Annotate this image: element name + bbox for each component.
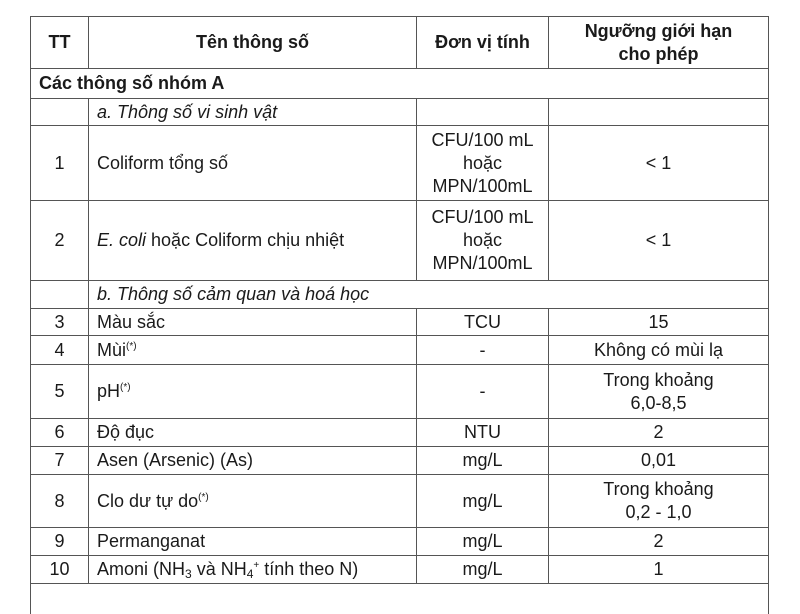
table-cell: 4 — [31, 336, 89, 365]
table-cell: pH — [97, 381, 121, 401]
table-cell: Màu sắc — [89, 309, 417, 336]
table-cell: hoặc — [462, 152, 503, 173]
table-cell — [417, 201, 549, 281]
table-cell — [31, 281, 89, 309]
table-cell: 9 — [31, 528, 89, 556]
table-cell: - — [417, 365, 549, 419]
table-row — [31, 201, 769, 281]
table-cell: 6 — [31, 419, 89, 447]
table-row — [31, 365, 769, 419]
table-cell — [89, 556, 417, 584]
table-cell — [417, 126, 549, 201]
table-row — [31, 447, 769, 475]
group-row — [31, 69, 769, 99]
table-cell: mg/L — [417, 475, 549, 528]
table-cell: 15 — [549, 309, 769, 336]
table-cell: tính theo N) — [259, 559, 359, 579]
table-cell: NTU — [417, 419, 549, 447]
subsection-a: a. Thông số vi sinh vật — [89, 99, 417, 126]
table-cell: MPN/100mL — [432, 175, 533, 196]
table-cell: 0,01 — [549, 447, 769, 475]
table-cell: mg/L — [417, 556, 549, 584]
table-cell — [89, 475, 417, 528]
table-cell: Độ đục — [89, 419, 417, 447]
table-cell — [89, 201, 417, 281]
table-cell: E. coli — [97, 230, 147, 250]
table-cell: Trong khoảng — [603, 479, 714, 499]
table-row — [31, 528, 769, 556]
table-cell: Mùi — [97, 339, 127, 360]
table-cell: Ngưỡng giới hạn — [584, 20, 733, 41]
table-cell: (*) — [126, 340, 137, 352]
header-unit: Đơn vị tính — [417, 17, 549, 69]
table-cell: Clo dư tự do — [97, 490, 199, 511]
table-cell: (*) — [198, 491, 209, 503]
table-row — [31, 336, 769, 365]
table-cell: 3 — [31, 309, 89, 336]
table-cell — [89, 365, 417, 419]
table-cell: 3 — [185, 567, 192, 581]
table-row — [31, 309, 769, 336]
table-cell — [31, 99, 89, 126]
subsection-b: b. Thông số cảm quan và hoá học — [89, 281, 769, 309]
table-row — [31, 419, 769, 447]
table-cell: 4 — [246, 567, 254, 581]
subsection-row — [31, 99, 769, 126]
table-cell — [417, 99, 549, 126]
table-row — [31, 556, 769, 584]
table-cell: CFU/100 mL — [431, 207, 534, 227]
table-cell: 2 — [549, 528, 769, 556]
table-cell: 7 — [31, 447, 89, 475]
table-row — [31, 475, 769, 528]
table-row — [31, 126, 769, 201]
table-cell: (*) — [120, 382, 131, 393]
table-cell: 6,0-8,5 — [630, 392, 687, 413]
table-cell: 5 — [31, 365, 89, 419]
table-cell — [549, 365, 769, 419]
table-cell: và NH — [191, 559, 247, 579]
table-cell: mg/L — [417, 528, 549, 556]
table-cell: hoặc Coliform chịu nhiệt — [146, 230, 345, 250]
table-row-cutoff — [31, 584, 769, 614]
table-cell: 2 — [31, 201, 89, 281]
table-cell: < 1 — [549, 201, 769, 281]
table-cell: 1 — [549, 556, 769, 584]
table-cell: MPN/100mL — [432, 253, 533, 273]
table-cell: 1 — [31, 126, 89, 201]
table-cell — [89, 336, 417, 365]
table-cell: Coliform tổng số — [89, 126, 417, 201]
table-cell: hoặc — [462, 230, 503, 250]
header-limit — [549, 17, 769, 69]
table-cell: + — [253, 560, 260, 571]
table-cell: 10 — [31, 556, 89, 584]
table-cell: 0,2 - 1,0 — [625, 502, 692, 522]
table-cell: mg/L — [417, 447, 549, 475]
table-cell: CFU/100 mL — [431, 129, 534, 150]
table-cell: Trong khoảng — [603, 369, 714, 390]
header-tt: TT — [31, 17, 89, 69]
table-cell: TCU — [417, 309, 549, 336]
header-name: Tên thông số — [89, 17, 417, 69]
table-cell — [549, 99, 769, 126]
table-cell: Permanganat — [89, 528, 417, 556]
water-quality-table — [30, 16, 769, 614]
table-cell: 2 — [549, 419, 769, 447]
header-row — [31, 17, 769, 69]
table-cell: - — [417, 336, 549, 365]
table-cell: < 1 — [549, 126, 769, 201]
table-cell: Amoni (NH — [97, 559, 186, 579]
subsection-row — [31, 281, 769, 309]
table-cell: 8 — [31, 475, 89, 528]
table-cell: cho phép — [618, 43, 699, 64]
table-cell — [31, 584, 769, 614]
table-cell: Asen (Arsenic) (As) — [89, 447, 417, 475]
group-a-title: Các thông số nhóm A — [31, 69, 769, 99]
table-cell — [549, 475, 769, 528]
table-cell: Không có mùi lạ — [549, 336, 769, 365]
